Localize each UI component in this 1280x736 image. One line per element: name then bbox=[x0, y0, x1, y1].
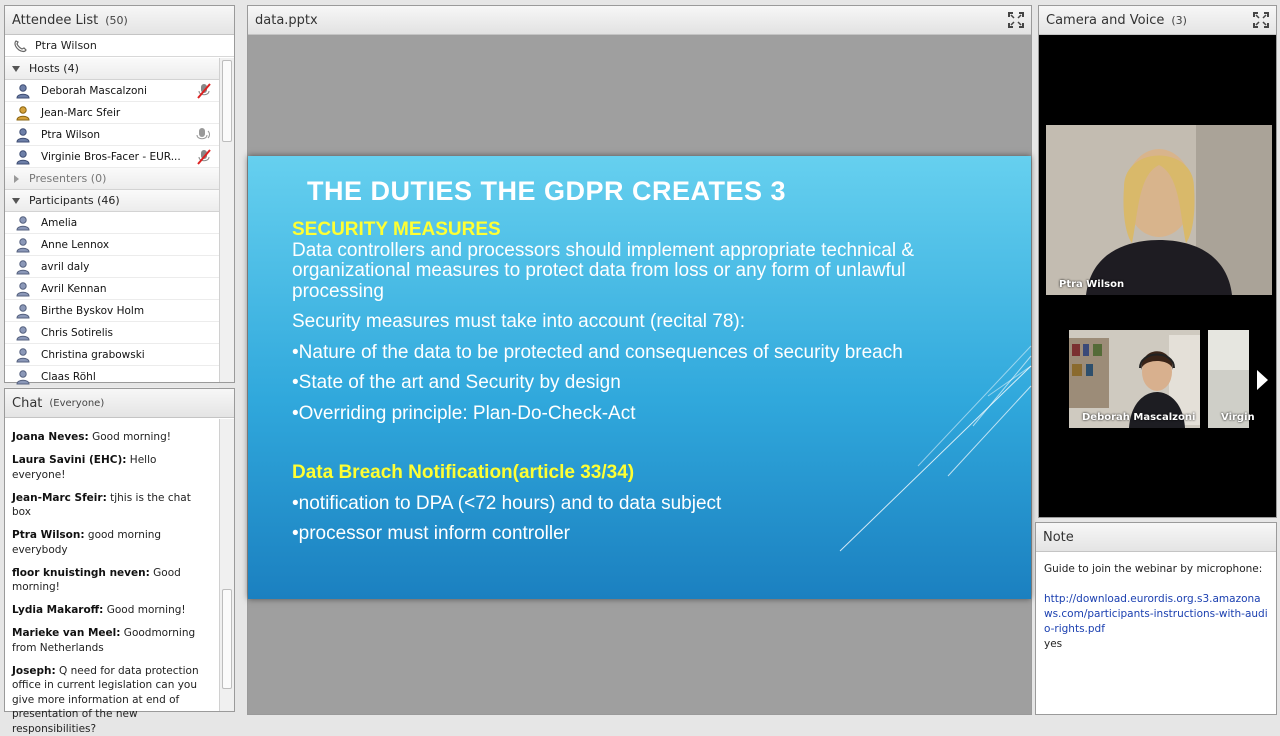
attendee-scrollbar[interactable] bbox=[219, 58, 234, 382]
attendee-name: Amelia bbox=[41, 217, 77, 229]
list-item[interactable] bbox=[5, 366, 219, 388]
camera-header bbox=[1039, 6, 1276, 35]
attendee-scroll-thumb[interactable] bbox=[222, 60, 232, 142]
chat-message: Joana Neves: Good morning! bbox=[12, 430, 213, 445]
chevron-down-icon bbox=[12, 198, 20, 204]
thumbnail-name: Deborah Mascalzoni bbox=[1082, 412, 1195, 423]
host-user-icon bbox=[15, 83, 31, 99]
note-text: Guide to join the webinar by microphone: bbox=[1044, 562, 1268, 577]
camera-title: Camera and Voice bbox=[1046, 13, 1164, 28]
phone-icon bbox=[13, 39, 29, 53]
chat-title: Chat bbox=[12, 396, 42, 411]
share-header bbox=[248, 6, 1031, 35]
list-item[interactable] bbox=[5, 146, 219, 168]
main-video-name: Ptra Wilson bbox=[1059, 279, 1124, 290]
attendee-name: avril daly bbox=[41, 261, 89, 273]
attendee-name: Jean-Marc Sfeir bbox=[41, 107, 120, 119]
group-hosts[interactable] bbox=[5, 58, 219, 80]
chat-scope[interactable]: (Everyone) bbox=[49, 398, 104, 409]
attendee-name: Deborah Mascalzoni bbox=[41, 85, 147, 97]
list-item[interactable] bbox=[5, 80, 219, 102]
participant-user-icon bbox=[15, 237, 31, 253]
camera-count: (3) bbox=[1171, 14, 1187, 27]
chat-message: floor knuistingh neven: Good morning! bbox=[12, 566, 213, 595]
thumbnail-name: Virgin bbox=[1221, 412, 1255, 423]
attendee-name: Anne Lennox bbox=[41, 239, 109, 251]
mic-active-icon[interactable] bbox=[195, 127, 211, 143]
participant-user-icon bbox=[15, 369, 31, 385]
video-thumbnail[interactable] bbox=[1208, 330, 1249, 428]
list-item[interactable] bbox=[5, 322, 219, 344]
share-pod bbox=[247, 5, 1032, 715]
participant-user-icon bbox=[15, 325, 31, 341]
note-title: Note bbox=[1043, 530, 1074, 545]
share-title: data.pptx bbox=[255, 13, 318, 28]
mic-muted-icon[interactable] bbox=[197, 149, 211, 165]
slide-paragraph: Data controllers and processors should implement appropriate technical & organizational measures to protect data from loss or any form of unlawful processing bbox=[292, 241, 982, 303]
next-arrow-icon[interactable] bbox=[1257, 370, 1268, 390]
main-video-feed[interactable] bbox=[1046, 125, 1272, 295]
fullscreen-icon[interactable] bbox=[1008, 12, 1024, 28]
attendee-name: Virginie Bros-Facer - EUR... bbox=[41, 151, 181, 163]
group-participants[interactable] bbox=[5, 190, 219, 212]
slide-title: THE DUTIES THE GDPR CREATES 3 bbox=[307, 176, 786, 207]
slide-heading-breach: Data Breach Notification(article 33/34) bbox=[292, 463, 982, 484]
host-user-icon bbox=[15, 105, 31, 121]
group-hosts-label: Hosts (4) bbox=[29, 62, 79, 75]
camera-voice-pod bbox=[1038, 5, 1277, 518]
attendee-list-header bbox=[5, 6, 234, 35]
attendee-name: Ptra Wilson bbox=[41, 129, 100, 141]
participant-user-icon bbox=[15, 281, 31, 297]
chat-message: Marieke van Meel: Goodmorning from Netherlands bbox=[12, 626, 213, 655]
slide-bullet: •Overriding principle: Plan-Do-Check-Act bbox=[292, 404, 982, 425]
chat-message: Ptra Wilson: good morning everybody bbox=[12, 528, 213, 557]
attendee-list-pod bbox=[4, 5, 235, 383]
slide-body bbox=[292, 220, 982, 545]
attendee-name: Claas Röhl bbox=[41, 371, 96, 383]
chevron-right-icon bbox=[14, 175, 19, 183]
attendee-name: Avril Kennan bbox=[41, 283, 107, 295]
chat-message: Jean-Marc Sfeir: tjhis is the chat box bbox=[12, 491, 213, 520]
group-participants-label: Participants (46) bbox=[29, 194, 120, 207]
attendee-name: Birthe Byskov Holm bbox=[41, 305, 144, 317]
fullscreen-icon[interactable] bbox=[1253, 12, 1269, 28]
participant-user-icon bbox=[15, 259, 31, 275]
chat-message: Lydia Makaroff: Good morning! bbox=[12, 603, 213, 618]
participant-user-icon bbox=[15, 347, 31, 363]
note-header bbox=[1036, 523, 1276, 552]
list-item[interactable] bbox=[5, 234, 219, 256]
participant-user-icon bbox=[15, 303, 31, 319]
list-item[interactable] bbox=[5, 256, 219, 278]
attendee-name: Christina grabowski bbox=[41, 349, 145, 361]
attendee-name: Chris Sotirelis bbox=[41, 327, 113, 339]
list-item[interactable] bbox=[5, 124, 219, 146]
slide-bullet: •notification to DPA (<72 hours) and to data subject bbox=[292, 494, 982, 515]
chat-pod bbox=[4, 388, 235, 712]
note-pod bbox=[1035, 522, 1277, 715]
share-content-area bbox=[248, 36, 1031, 714]
note-link[interactable]: http://download.eurordis.org.s3.amazonaws.com/participants-instructions-with-audio-rights.pdf bbox=[1044, 592, 1268, 637]
host-user-icon bbox=[15, 127, 31, 143]
video-thumbnail[interactable] bbox=[1069, 330, 1200, 428]
camera-area bbox=[1039, 36, 1276, 517]
chevron-down-icon bbox=[12, 66, 20, 72]
chat-scrollbar[interactable] bbox=[219, 419, 234, 711]
chat-scroll-thumb[interactable] bbox=[222, 589, 232, 689]
list-item[interactable] bbox=[5, 102, 219, 124]
current-user-name: Ptra Wilson bbox=[35, 39, 97, 52]
participant-user-icon bbox=[15, 215, 31, 231]
attendee-count: (50) bbox=[105, 14, 128, 27]
chat-header bbox=[5, 389, 234, 418]
mic-muted-icon[interactable] bbox=[197, 83, 211, 99]
chat-messages bbox=[5, 419, 219, 711]
group-presenters-label: Presenters (0) bbox=[29, 172, 106, 185]
host-user-icon bbox=[15, 149, 31, 165]
slide-bullet: •State of the art and Security by design bbox=[292, 373, 982, 394]
list-item[interactable] bbox=[5, 212, 219, 234]
group-presenters[interactable] bbox=[5, 168, 219, 190]
list-item[interactable] bbox=[5, 300, 219, 322]
current-user-row[interactable] bbox=[5, 35, 234, 57]
slide-bullet: •Nature of the data to be protected and consequences of security breach bbox=[292, 343, 982, 364]
attendee-scroll-area bbox=[5, 58, 219, 382]
presentation-slide bbox=[248, 156, 1031, 599]
slide-bullet: •processor must inform controller bbox=[292, 524, 982, 545]
chat-message: Joseph: Q need for data protection office in current legislation can you give more information at end of presentation of the new responsibilities? bbox=[12, 664, 213, 736]
note-body bbox=[1036, 553, 1276, 714]
note-text: yes bbox=[1044, 637, 1268, 652]
slide-paragraph: Security measures must take into account (recital 78): bbox=[292, 312, 982, 333]
list-item[interactable] bbox=[5, 278, 219, 300]
list-item[interactable] bbox=[5, 344, 219, 366]
attendee-list-title: Attendee List bbox=[12, 13, 98, 28]
webcam-person-image bbox=[1046, 125, 1272, 295]
chat-message: Laura Savini (EHC): Hello everyone! bbox=[12, 453, 213, 482]
slide-heading-security: SECURITY MEASURES bbox=[292, 220, 982, 241]
